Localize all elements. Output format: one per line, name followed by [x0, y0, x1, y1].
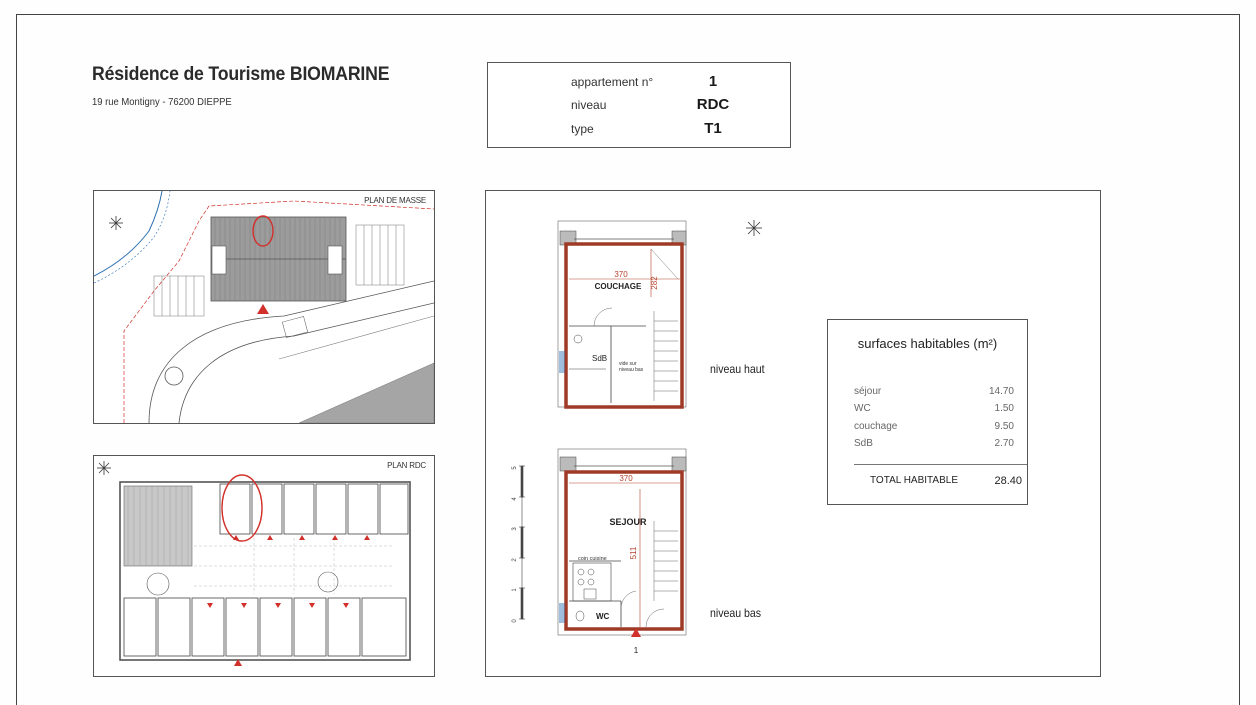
apartment-info-box	[487, 62, 791, 148]
upper-bathroom-label: SdB	[592, 354, 608, 363]
area-name: SdB	[854, 438, 873, 449]
total-value: 28.40	[994, 475, 1022, 487]
scale-bar	[519, 466, 525, 619]
scale-tick-4: 4	[512, 497, 518, 501]
entry-number: 1	[633, 646, 639, 655]
level-label: niveau	[571, 98, 607, 112]
living-areas-title: surfaces habitables (m²)	[857, 336, 998, 351]
ground-floor-plan-panel	[93, 455, 435, 677]
apartment-number-row	[571, 73, 771, 93]
area-row-wc	[854, 403, 1016, 419]
lower-level-plan	[558, 449, 686, 655]
void-label-line-1: vide sur	[619, 361, 637, 367]
site-plan-label: PLAN DE MASSE	[364, 196, 426, 205]
apartment-number-value: 1	[708, 73, 718, 90]
total-row	[870, 475, 1022, 491]
residence-title: Résidence de Tourisme BIOMARINE	[92, 64, 390, 85]
upper-level-label: niveau haut	[710, 362, 765, 376]
lower-level-label: niveau bas	[710, 606, 762, 620]
couchage-room-label: COUCHAGE	[594, 282, 642, 291]
upper-height-dimension: 282	[650, 276, 659, 290]
scale-tick-0: 0	[512, 619, 518, 623]
upper-width-dimension: 370	[614, 270, 628, 279]
kitchenette-label: coin cuisine	[578, 556, 607, 562]
area-value: 9.50	[994, 421, 1014, 432]
type-value: T1	[704, 120, 722, 137]
level-row	[571, 96, 771, 116]
area-name: séjour	[854, 386, 882, 397]
wc-room-label: WC	[596, 612, 610, 621]
area-row-sejour	[854, 386, 1016, 402]
upper-level-plan	[558, 221, 686, 407]
level-value: RDC	[696, 96, 730, 113]
ground-floor-plan-label: PLAN RDC	[387, 461, 426, 470]
area-name: couchage	[854, 421, 898, 432]
apartment-number-label: appartement n°	[571, 75, 654, 89]
living-areas-table	[827, 319, 1028, 505]
void-label-line-2: niveau bas	[619, 367, 644, 373]
ground-floor-plan-drawing	[94, 456, 434, 676]
scale-tick-2: 2	[512, 558, 518, 562]
area-value: 2.70	[994, 438, 1014, 449]
site-plan-drawing	[94, 191, 434, 423]
lower-height-dimension: 511	[629, 546, 638, 560]
type-row	[571, 120, 771, 140]
area-row-couchage	[854, 421, 1016, 437]
scale-tick-1: 1	[512, 588, 518, 592]
area-name: WC	[854, 403, 871, 414]
scale-tick-3: 3	[512, 527, 518, 531]
residence-address: 19 rue Montigny - 76200 DIEPPE	[92, 96, 232, 108]
area-row-sdb	[854, 438, 1016, 454]
area-value: 14.70	[988, 386, 1014, 397]
lower-width-dimension: 370	[619, 474, 633, 483]
sejour-room-label: SEJOUR	[609, 517, 647, 527]
total-label: TOTAL HABITABLE	[870, 475, 958, 486]
type-label: type	[571, 122, 594, 136]
scale-tick-5: 5	[512, 466, 518, 470]
total-divider	[854, 464, 1027, 465]
area-value: 1.50	[994, 403, 1014, 414]
site-plan-panel	[93, 190, 435, 424]
